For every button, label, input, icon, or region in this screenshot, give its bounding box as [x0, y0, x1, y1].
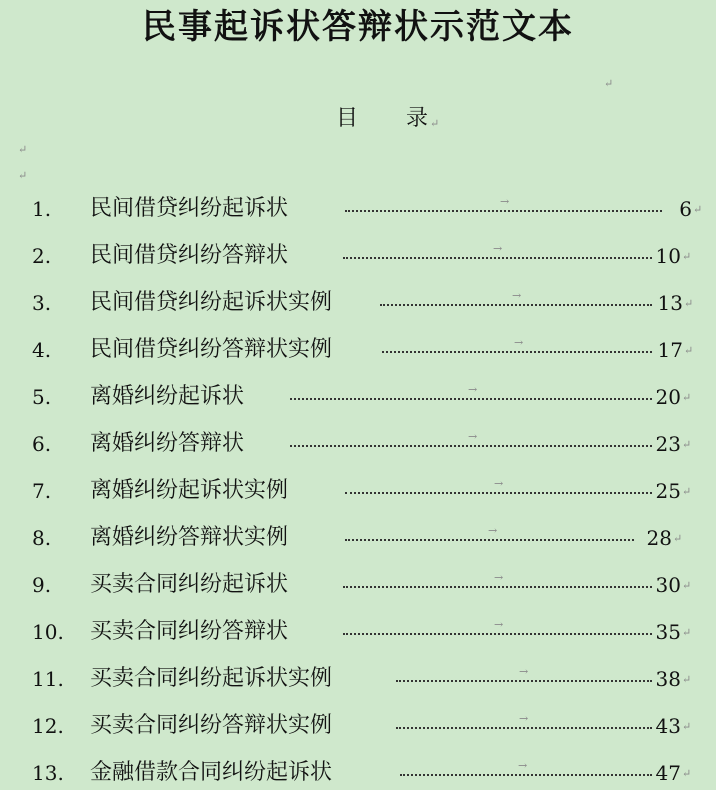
toc-dot-leader: [343, 257, 652, 259]
toc-dot-leader: [396, 680, 652, 682]
toc-entry-title: 买卖合同纠纷答辩状实例: [90, 713, 333, 738]
toc-dot-leader: [343, 633, 652, 635]
toc-entry[interactable]: [0, 239, 716, 273]
tab-mark: →: [468, 430, 478, 443]
tab-mark: →: [488, 524, 498, 537]
toc-entry-number: 11.: [32, 667, 64, 691]
paragraph-mark: ↵: [682, 485, 692, 498]
toc-entry-page-number: 30: [655, 573, 681, 597]
toc-entry-title: 民间借贷纠纷起诉状: [90, 196, 289, 221]
toc-entry-page-number: 28: [646, 526, 672, 550]
toc-entry-title: 买卖合同纠纷答辩状: [90, 619, 289, 644]
paragraph-mark: ↵: [682, 438, 692, 451]
paragraph-mark: ↵: [682, 626, 692, 639]
toc-entry[interactable]: [0, 568, 716, 602]
tab-mark: →: [494, 477, 504, 490]
tab-mark: →: [519, 665, 529, 678]
toc-entry-number: 10.: [32, 620, 64, 644]
tab-mark: →: [512, 289, 522, 302]
paragraph-mark: ↵: [682, 767, 692, 780]
paragraph-mark: ↵: [682, 720, 692, 733]
paragraph-mark: ↵: [18, 143, 28, 156]
toc-entry-number: 5.: [32, 385, 52, 409]
toc-entry[interactable]: [0, 286, 716, 320]
toc-entry-page-number: 23: [655, 432, 681, 456]
paragraph-mark: ↵: [682, 673, 692, 686]
toc-entry-title: 离婚纠纷起诉状: [90, 384, 245, 409]
toc-entry-title: 民间借贷纠纷答辩状实例: [90, 337, 333, 362]
toc-heading: [336, 104, 440, 134]
toc-heading-char-2: 录: [406, 106, 429, 131]
toc-dot-leader: [345, 539, 634, 541]
toc-entry-page-number: 6: [679, 197, 692, 221]
toc-entry-number: 8.: [32, 526, 52, 550]
toc-entry-page-number: 13: [657, 291, 683, 315]
toc-entry-number: 13.: [32, 761, 64, 785]
paragraph-mark: ↵: [604, 77, 614, 90]
paragraph-mark: ↵: [682, 250, 692, 263]
toc-entry[interactable]: [0, 662, 716, 696]
toc-entry-number: 3.: [32, 291, 52, 315]
toc-entry-number: 1.: [32, 197, 52, 221]
toc-dot-leader: [290, 398, 652, 400]
toc-entry-title: 买卖合同纠纷起诉状: [90, 572, 289, 597]
tab-mark: →: [494, 571, 504, 584]
toc-dot-leader: [343, 586, 652, 588]
toc-entry-page-number: 17: [657, 338, 683, 362]
document-title: 民事起诉状答辩状示范文本: [142, 7, 574, 47]
tab-mark: →: [494, 618, 504, 631]
toc-entry-number: 4.: [32, 338, 52, 362]
toc-dot-leader: [396, 727, 652, 729]
tab-mark: →: [519, 712, 529, 725]
paragraph-mark: ↵: [693, 203, 703, 216]
toc-entry-page-number: 47: [655, 761, 681, 785]
tab-mark: →: [468, 383, 478, 396]
toc-entry[interactable]: [0, 615, 716, 649]
tab-mark: →: [493, 242, 503, 255]
toc-entry-title: 离婚纠纷起诉状实例: [90, 478, 289, 503]
toc-entry[interactable]: [0, 756, 716, 790]
paragraph-mark: ↵: [684, 297, 694, 310]
toc-entry-page-number: 35: [655, 620, 681, 644]
paragraph-mark: ↵: [682, 579, 692, 592]
toc-entry-page-number: 43: [655, 714, 681, 738]
toc-entry[interactable]: [0, 709, 716, 743]
paragraph-mark: ↵: [673, 532, 683, 545]
toc-dot-leader: [380, 304, 652, 306]
paragraph-mark: ↵: [684, 344, 694, 357]
toc-entry-number: 2.: [32, 244, 52, 268]
tab-mark: →: [518, 759, 528, 772]
toc-entry-title: 金融借款合同纠纷起诉状: [90, 760, 333, 785]
toc-dot-leader: [290, 445, 652, 447]
toc-entry[interactable]: [0, 474, 716, 508]
toc-entry[interactable]: [0, 521, 716, 555]
toc-entry[interactable]: [0, 333, 716, 367]
toc-entry-page-number: 25: [655, 479, 681, 503]
toc-entry-title: 离婚纠纷答辩状实例: [90, 525, 289, 550]
paragraph-mark: ↵: [430, 117, 440, 130]
toc-entry[interactable]: [0, 192, 716, 226]
toc-entry-title: 民间借贷纠纷起诉状实例: [90, 290, 333, 315]
toc-dot-leader: [345, 210, 662, 212]
toc-entry-number: 9.: [32, 573, 52, 597]
toc-dot-leader: [382, 351, 652, 353]
toc-entry-title: 买卖合同纠纷起诉状实例: [90, 666, 333, 691]
toc-entry-number: 7.: [32, 479, 52, 503]
toc-entry-number: 6.: [32, 432, 52, 456]
toc-entry-title: 民间借贷纠纷答辩状: [90, 243, 289, 268]
toc-entry-page-number: 38: [655, 667, 681, 691]
toc-entry-page-number: 20: [655, 385, 681, 409]
toc-entry[interactable]: [0, 427, 716, 461]
toc-dot-leader: [400, 774, 652, 776]
toc-entry[interactable]: [0, 380, 716, 414]
toc-heading-char-1: 目: [336, 106, 359, 131]
toc-entry-page-number: 10: [655, 244, 681, 268]
toc-entry-title: 离婚纠纷答辩状: [90, 431, 245, 456]
tab-mark: →: [500, 195, 510, 208]
toc-dot-leader: [345, 492, 652, 494]
toc-entry-number: 12.: [32, 714, 64, 738]
paragraph-mark: ↵: [682, 391, 692, 404]
paragraph-mark: ↵: [18, 169, 28, 182]
tab-mark: →: [514, 336, 524, 349]
